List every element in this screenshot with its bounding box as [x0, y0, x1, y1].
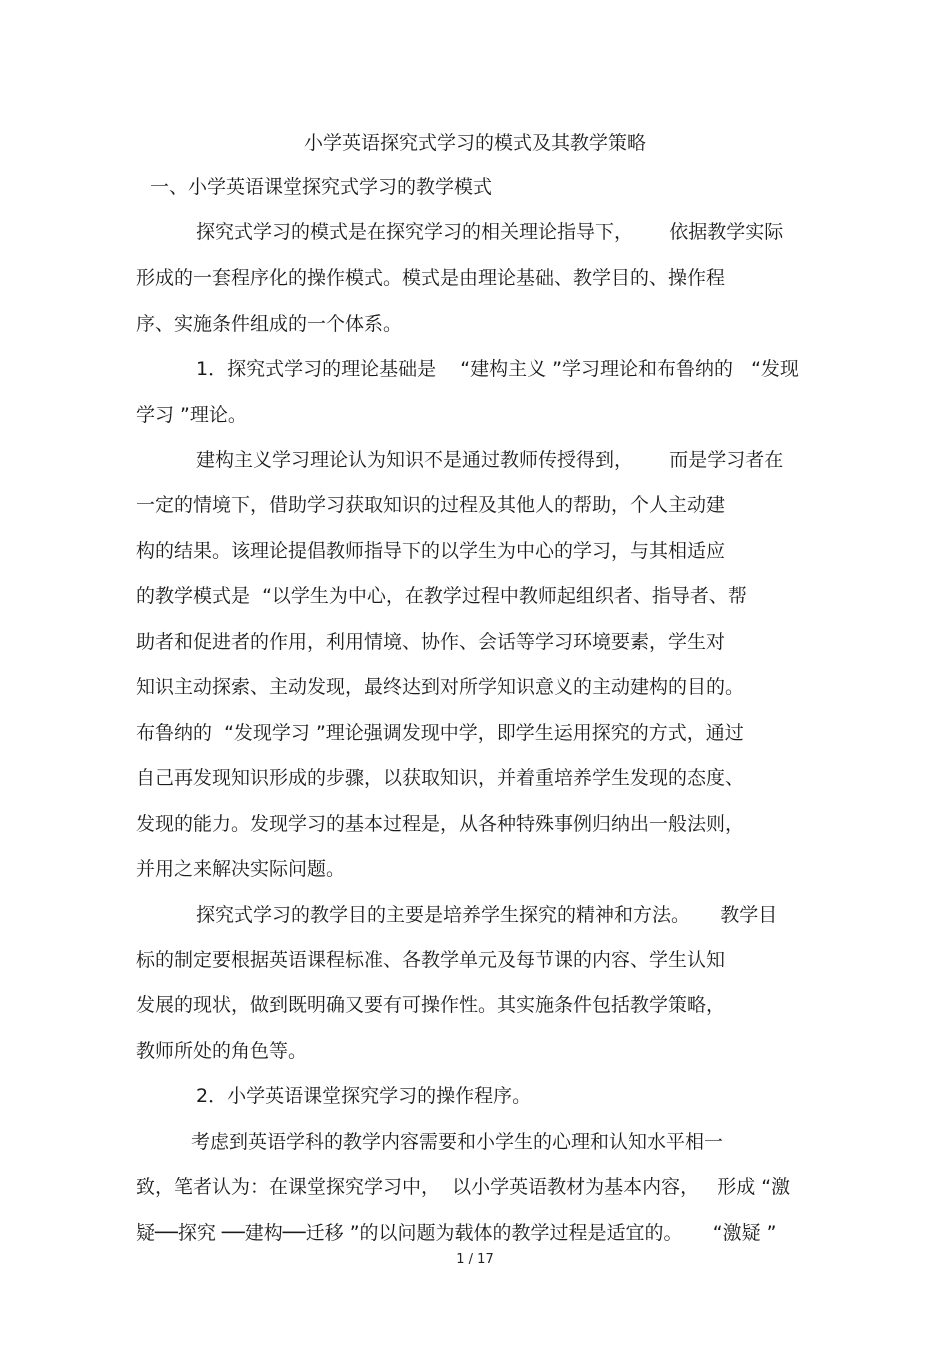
paragraph-line: 疑──探究 ──建构──迁移 ”的以问题为载体的教学过程是适宜的。 “激疑 ” [136, 1222, 777, 1244]
paragraph-line: 探究式学习的教学目的主要是培养学生探究的精神和方法。 教学目 [196, 904, 778, 926]
paragraph-line: 一定的情境下，借助学习获取知识的过程及其他人的帮助，个人主动建 [136, 494, 726, 516]
paragraph-line: 自己再发现知识形成的步骤，以获取知识，并着重培养学生发现的态度、 [136, 767, 745, 789]
subheading-line: 2．小学英语课堂探究学习的操作程序。 [196, 1085, 532, 1107]
paragraph-line: 发现的能力。发现学习的基本过程是，从各种特殊事例归纳出一般法则， [136, 813, 745, 835]
paragraph-line: 标的制定要根据英语课程标准、各教学单元及每节课的内容、学生认知 [136, 949, 726, 971]
paragraph-line: 考虑到英语学科的教学内容需要和小学生的心理和认知水平相一 [191, 1131, 724, 1153]
subheading-line: 1．探究式学习的理论基础是 “建构主义 ”学习理论和布鲁纳的 “发现 [196, 358, 799, 380]
paragraph-line: 探究式学习的模式是在探究学习的相关理论指导下， 依据教学实际 [196, 221, 784, 243]
paragraph-line: 教师所处的角色等。 [136, 1040, 308, 1062]
paragraph-line: 致，笔者认为：在课堂探究学习中， 以小学英语教材为基本内容， 形成 “激 [136, 1176, 791, 1198]
paragraph-line: 序、实施条件组成的一个体系。 [136, 313, 403, 335]
page-number: 1 / 17 [456, 1252, 494, 1267]
paragraph-line: 并用之来解决实际问题。 [136, 858, 346, 880]
document-title: 小学英语探究式学习的模式及其教学策略 [303, 132, 646, 154]
paragraph-line: 构的结果。该理论提倡教师指导下的以学生为中心的学习，与其相适应 [136, 540, 726, 562]
paragraph-line: 形成的一套程序化的操作模式。模式是由理论基础、教学目的、操作程 [136, 267, 726, 289]
paragraph-line: 知识主动探索、主动发现，最终达到对所学知识意义的主动建构的目的。 [136, 676, 745, 698]
section-heading: 一、小学英语课堂探究式学习的教学模式 [150, 176, 493, 198]
paragraph-line: 的教学模式是 “以学生为中心，在教学过程中教师起组织者、指导者、帮 [136, 585, 747, 607]
paragraph-line: 发展的现状，做到既明确又要有可操作性。其实施条件包括教学策略， [136, 994, 726, 1016]
paragraph-line: 助者和促进者的作用，利用情境、协作、会话等学习环境要素，学生对 [136, 631, 726, 653]
subheading-line: 学习 ”理论。 [136, 404, 247, 426]
paragraph-line: 建构主义学习理论认为知识不是通过教师传授得到， 而是学习者在 [196, 449, 784, 471]
paragraph-line: 布鲁纳的 “发现学习 ”理论强调发现中学，即学生运用探究的方式，通过 [136, 722, 744, 744]
